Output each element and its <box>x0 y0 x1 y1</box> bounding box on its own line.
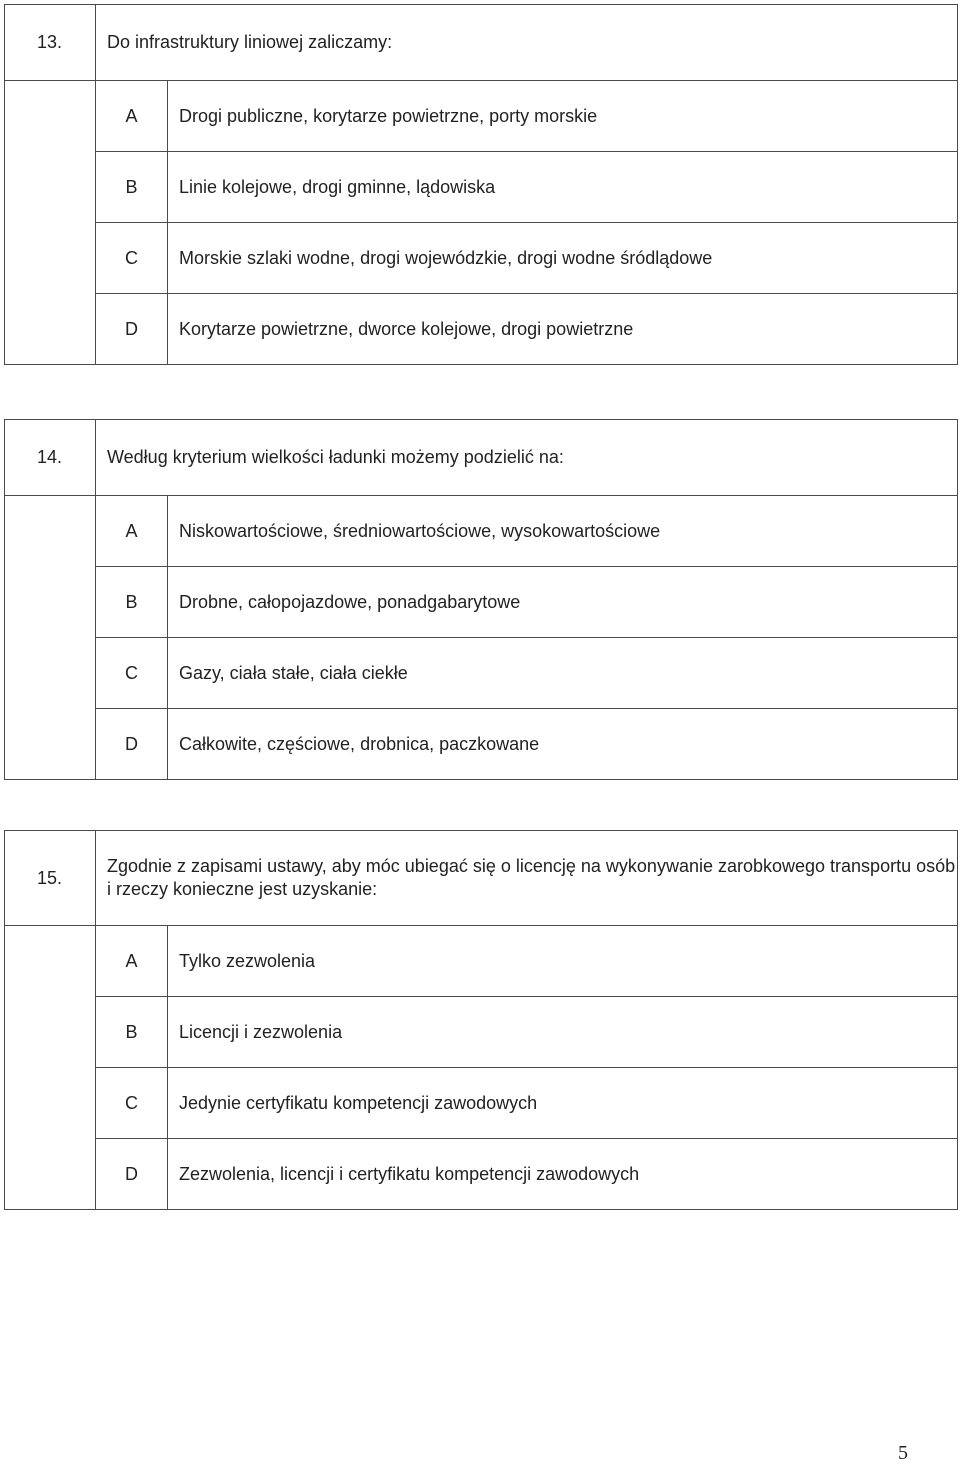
option-text: Gazy, ciała stałe, ciała ciekłe <box>168 638 958 709</box>
option-letter: D <box>96 709 168 780</box>
option-letter: B <box>96 997 168 1068</box>
option-text: Całkowite, częściowe, drobnica, paczkowane <box>168 709 958 780</box>
option-letter: C <box>96 223 168 294</box>
question-text: Według kryterium wielkości ładunki możemy podzielić na: <box>96 420 958 496</box>
question-row <box>5 5 958 81</box>
option-row <box>5 638 958 709</box>
option-row <box>5 567 958 638</box>
option-letter: D <box>96 294 168 365</box>
spacer-cell <box>5 926 96 1210</box>
option-text: Tylko zezwolenia <box>168 926 958 997</box>
question-number: 14. <box>5 420 96 496</box>
question-14-table <box>4 419 958 780</box>
option-row <box>5 1139 958 1210</box>
option-row <box>5 709 958 780</box>
option-text: Zezwolenia, licencji i certyfikatu kompetencji zawodowych <box>168 1139 958 1210</box>
option-letter: B <box>96 152 168 223</box>
option-row <box>5 1068 958 1139</box>
option-row <box>5 152 958 223</box>
option-letter: C <box>96 1068 168 1139</box>
option-text: Drobne, całopojazdowe, ponadgabarytowe <box>168 567 958 638</box>
option-text: Licencji i zezwolenia <box>168 997 958 1068</box>
option-text: Niskowartościowe, średniowartościowe, wysokowartościowe <box>168 496 958 567</box>
option-row <box>5 997 958 1068</box>
option-row <box>5 81 958 152</box>
question-number: 15. <box>5 831 96 926</box>
option-letter: B <box>96 567 168 638</box>
question-text: Do infrastruktury liniowej zaliczamy: <box>96 5 958 81</box>
option-letter: A <box>96 81 168 152</box>
option-row <box>5 294 958 365</box>
option-row <box>5 223 958 294</box>
option-letter: D <box>96 1139 168 1210</box>
option-row <box>5 926 958 997</box>
option-letter: C <box>96 638 168 709</box>
spacer-cell <box>5 496 96 780</box>
option-letter: A <box>96 926 168 997</box>
question-row <box>5 420 958 496</box>
question-15-table <box>4 830 958 1210</box>
question-row <box>5 831 958 926</box>
spacer-cell <box>5 81 96 365</box>
question-13-table <box>4 4 958 365</box>
option-row <box>5 496 958 567</box>
option-letter: A <box>96 496 168 567</box>
page-number: 5 <box>898 1442 908 1464</box>
option-text: Drogi publiczne, korytarze powietrzne, porty morskie <box>168 81 958 152</box>
option-text: Jedynie certyfikatu kompetencji zawodowych <box>168 1068 958 1139</box>
question-number: 13. <box>5 5 96 81</box>
option-text: Morskie szlaki wodne, drogi wojewódzkie, drogi wodne śródlądowe <box>168 223 958 294</box>
option-text: Korytarze powietrzne, dworce kolejowe, drogi powietrzne <box>168 294 958 365</box>
option-text: Linie kolejowe, drogi gminne, lądowiska <box>168 152 958 223</box>
question-text: Zgodnie z zapisami ustawy, aby móc ubiegać się o licencję na wykonywanie zarobkowego transportu osób i rzeczy konieczne jest uzyskanie: <box>96 831 958 926</box>
